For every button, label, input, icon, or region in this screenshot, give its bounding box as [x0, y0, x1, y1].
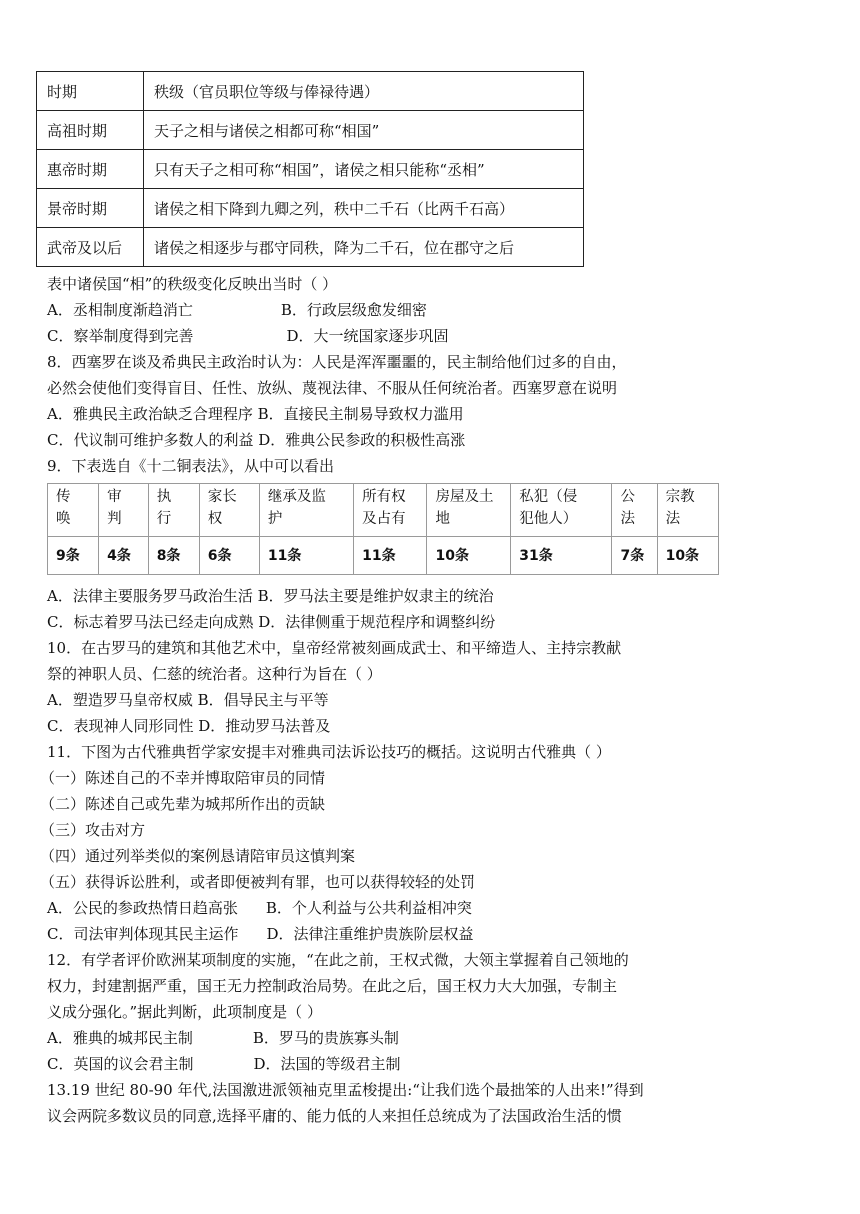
q9-options-row1: A．法律主要服务罗马政治生活 B．罗马法主要是维护奴隶主的统治	[47, 587, 494, 605]
q13-line1: 13.19 世纪 80-90 年代,法国激进派领袖克里孟梭提出:“让我们选个最拙笨的人出来!”得到	[47, 1081, 644, 1099]
rank-table	[36, 71, 584, 267]
q7-stem: 表中诸侯国“相”的秩级变化反映出当时（ ）	[47, 275, 338, 293]
article-count-cell: 9条	[48, 537, 99, 575]
q12-line2: 权力，封建割据严重，国王无力控制政治局势。在此之后，国王权力大大加强，专制主	[47, 977, 618, 995]
q11-option-b: B．个人利益与公共利益相冲突	[265, 899, 472, 917]
q12-option-b: B．罗马的贵族寡头制	[252, 1029, 399, 1047]
period-cell: 惠帝时期	[37, 150, 144, 189]
q10-options-row2: C．表现神人同形同性 D．推动罗马法普及	[47, 717, 331, 735]
table-row	[37, 189, 584, 228]
table-row	[48, 537, 719, 575]
table-row	[37, 150, 584, 189]
article-count-cell: 6条	[199, 537, 259, 575]
q9-stem: 9．下表选自《十二铜表法》，从中可以看出	[47, 457, 335, 475]
q8-options-row1: A．雅典民主政治缺乏合理程序 B．直接民主制易导致权力滥用	[47, 405, 464, 423]
rank-cell: 天子之相与诸侯之相都可称“相国”	[144, 111, 584, 150]
law-category-cell: 执 行	[148, 484, 199, 537]
twelve-tables-table	[47, 483, 719, 575]
q13-line2: 议会两院多数议员的同意,选择平庸的、能力低的人来担任总统成为了法国政治生活的惯	[47, 1107, 622, 1125]
q11-list-item: （二）陈述自己或先辈为城邦所作出的贡缺	[40, 795, 326, 813]
q12-line3: 义成分强化。”据此判断，此项制度是（ ）	[47, 1003, 322, 1021]
period-cell: 时期	[37, 72, 144, 111]
article-count-cell: 11条	[259, 537, 353, 575]
article-count-cell: 11条	[354, 537, 427, 575]
q10-options-row1: A．塑造罗马皇帝权威 B．倡导民主与平等	[47, 691, 329, 709]
table-header-row	[48, 484, 719, 537]
table-row	[37, 228, 584, 267]
q12-line1: 12．有学者评价欧洲某项制度的实施，“在此之前，王权式微，大领主掌握着自己领地的	[47, 951, 629, 969]
q10-line2: 祭的神职人员、仁慈的统治者。这种行为旨在（ ）	[47, 665, 382, 683]
q7-options-row1	[47, 300, 427, 320]
q9-options-row2: C．标志着罗马法已经走向成熟 D．法律侧重于规范程序和调整纠纷	[47, 613, 496, 631]
law-category-cell: 继承及监 护	[259, 484, 353, 537]
article-count-cell: 7条	[612, 537, 657, 575]
law-category-cell: 审 判	[99, 484, 149, 537]
rank-cell: 秩级（官员职位等级与俸禄待遇）	[144, 72, 584, 111]
article-count-cell: 31条	[511, 537, 612, 575]
q11-options-row2	[47, 924, 474, 944]
law-category-cell: 所有权 及占有	[354, 484, 427, 537]
q11-list-item: （四）通过列举类似的案例恳请陪审员这慎判案	[40, 847, 356, 865]
q10-line1: 10．在古罗马的建筑和其他艺术中，皇帝经常被刻画成武士、和平缔造人、主持宗教献	[47, 639, 622, 657]
rank-cell: 诸侯之相逐步与郡守同秩，降为二千石，位在郡守之后	[144, 228, 584, 267]
q7-options-row2	[47, 326, 449, 346]
law-category-cell: 传 唤	[48, 484, 99, 537]
q12-options-row1	[47, 1028, 399, 1048]
q8-line2: 必然会使他们变得盲目、任性、放纵、蔑视法律、不服从任何统治者。西塞罗意在说明	[47, 379, 618, 397]
q11-option-a: A．公民的参政热情日趋高张	[47, 899, 238, 917]
period-cell: 高祖时期	[37, 111, 144, 150]
article-count-cell: 8条	[148, 537, 199, 575]
law-category-cell: 私犯（侵 犯他人）	[511, 484, 612, 537]
article-count-cell: 4条	[99, 537, 149, 575]
period-cell: 景帝时期	[37, 189, 144, 228]
table-row	[37, 111, 584, 150]
q11-list-item: （三）攻击对方	[40, 821, 146, 839]
q11-option-d: D．法律注重维护贵族阶层权益	[266, 925, 474, 943]
article-count-cell: 10条	[427, 537, 511, 575]
q12-options-row2	[47, 1054, 401, 1074]
q7-option-a: A．丞相制度渐趋消亡	[47, 301, 193, 319]
q12-option-a: A．雅典的城邦民主制	[47, 1029, 193, 1047]
q8-line1: 8．西塞罗在谈及希典民主政治时认为：人民是浑浑噩噩的，民主制给他们过多的自由，	[47, 353, 627, 371]
q11-list-item: （五）获得诉讼胜利，或者即便被判有罪，也可以获得较轻的处罚	[40, 873, 476, 891]
rank-cell: 只有天子之相可称“相国”，诸侯之相只能称“丞相”	[144, 150, 584, 189]
article-count-cell: 10条	[657, 537, 718, 575]
q8-options-row2: C．代议制可维护多数人的利益 D．雅典公民参政的积极性高涨	[47, 431, 466, 449]
q11-stem: 11．下图为古代雅典哲学家安提丰对雅典司法诉讼技巧的概括。这说明古代雅典（ ）	[47, 743, 611, 761]
period-cell: 武帝及以后	[37, 228, 144, 267]
law-category-cell: 房屋及土 地	[427, 484, 511, 537]
q7-option-b: B．行政层级愈发细密	[280, 301, 427, 319]
q12-option-c: C．英国的议会君主制	[47, 1055, 194, 1073]
q11-option-c: C．司法审判体现其民主运作	[47, 925, 239, 943]
table-header-row	[37, 72, 584, 111]
q11-list-item: （一）陈述自己的不幸并博取陪审员的同情	[40, 769, 326, 787]
law-category-cell: 家长 权	[199, 484, 259, 537]
q11-options-row1	[47, 898, 472, 918]
q12-option-d: D．法国的等级君主制	[253, 1055, 401, 1073]
law-category-cell: 宗教 法	[657, 484, 718, 537]
law-category-cell: 公 法	[612, 484, 657, 537]
rank-cell: 诸侯之相下降到九卿之列，秩中二千石（比两千石高）	[144, 189, 584, 228]
q7-option-c: C．察举制度得到完善	[47, 327, 194, 345]
q7-option-d: D．大一统国家逐步巩固	[286, 327, 449, 345]
